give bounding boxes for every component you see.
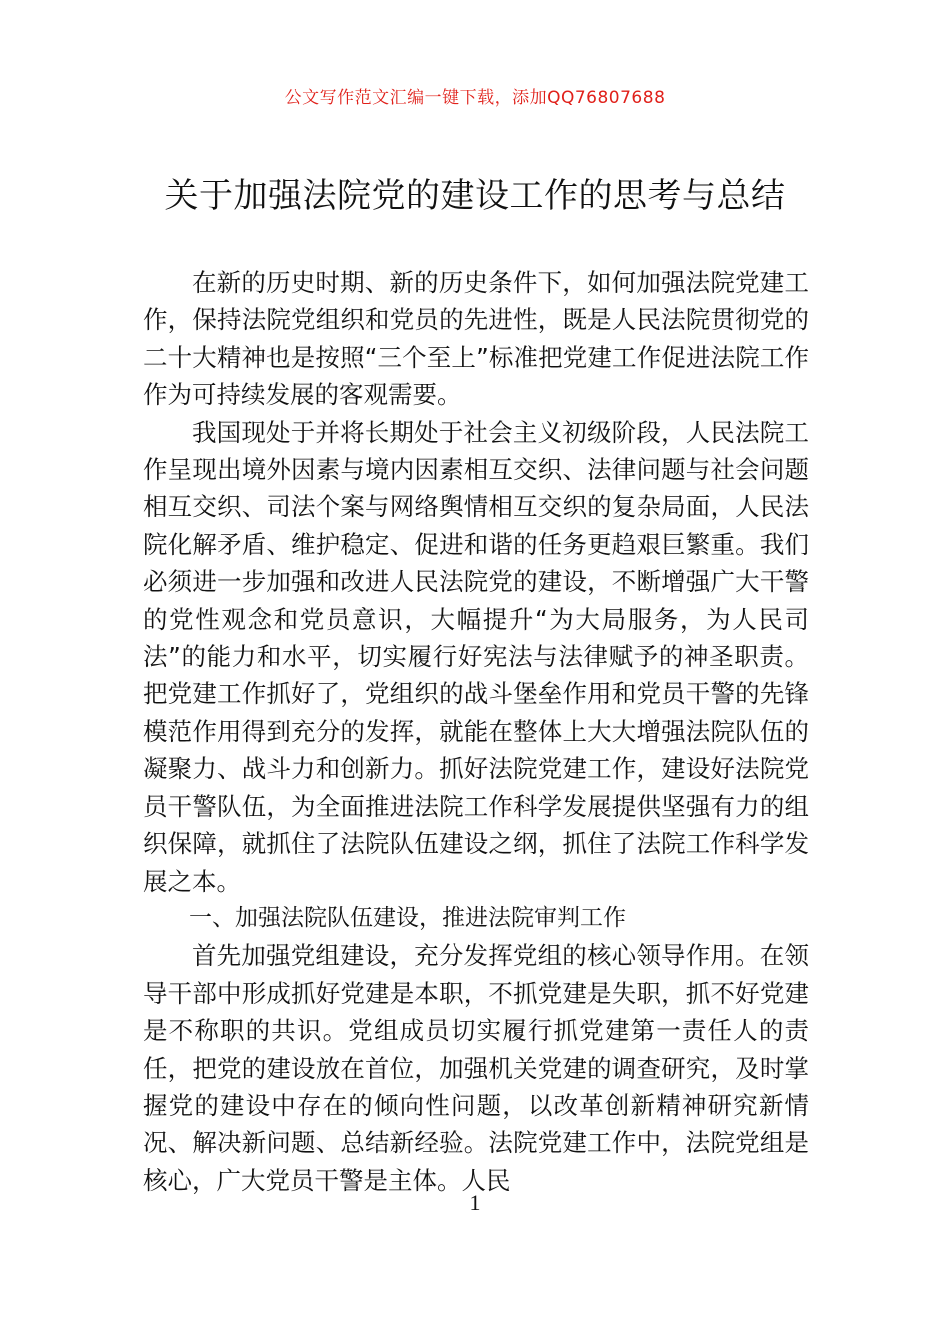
paragraph: 我国现处于并将长期处于社会主义初级阶段，人民法院工作呈现出境外因素与境内因素相互交织、法律问题与社会问题相互交织、司法个案与网络舆情相互交织的复杂局面，人民法院化解矛盾、维护稳定、促进和谐的任务更趋艰巨繁重。我们必须进一步加强和改进人民法院党的建设，不断增强广大干警的党性观念和党员意识，大幅提升“为大局服务，为人民司法”的能力和水平，切实履行好宪法与法律赋予的神圣职责。把党建工作抓好了，党组织的战斗堡垒作用和党员干警的先锋模范作用得到充分的发挥，就能在整体上大大增强法院队伍的凝聚力、战斗力和创新力。抓好法院党建工作，建设好法院党员干警队伍，为全面推进法院工作科学发展提供坚强有力的组织保障，就抓住了法院队伍建设之纲，抓住了法院工作科学发展之本。 <box>143 417 809 896</box>
section-heading: 一、加强法院队伍建设，推进法院审判工作 <box>189 904 626 931</box>
page-number: 1 <box>469 1190 481 1215</box>
document-title: 关于加强法院党的建设工作的思考与总结 <box>164 176 786 216</box>
document-body <box>143 264 809 1199</box>
paragraph: 在新的历史时期、新的历史条件下，如何加强法院党建工作，保持法院党组织和党员的先进性，既是人民法院贯彻党的二十大精神也是按照“三个至上”标准把党建工作促进法院工作作为可持续发展的客观需要。 <box>143 268 809 410</box>
paragraph: 首先加强党组建设，充分发挥党组的核心领导作用。在领导干部中形成抓好党建是本职，不抓党建是失职，抓不好党建是不称职的共识。党组成员切实履行抓党建第一责任人的责任，把党的建设放在首位，加强机关党建的调查研究，及时掌握党的建设中存在的倾向性问题，以改革创新精神研究新情况、解决新问题、总结新经验。法院党建工作中，法院党组是核心，广大党员干警是主体。人民 <box>143 941 809 1195</box>
promo-banner: 公文写作范文汇编一键下载，添加QQ76807688 <box>284 88 666 108</box>
